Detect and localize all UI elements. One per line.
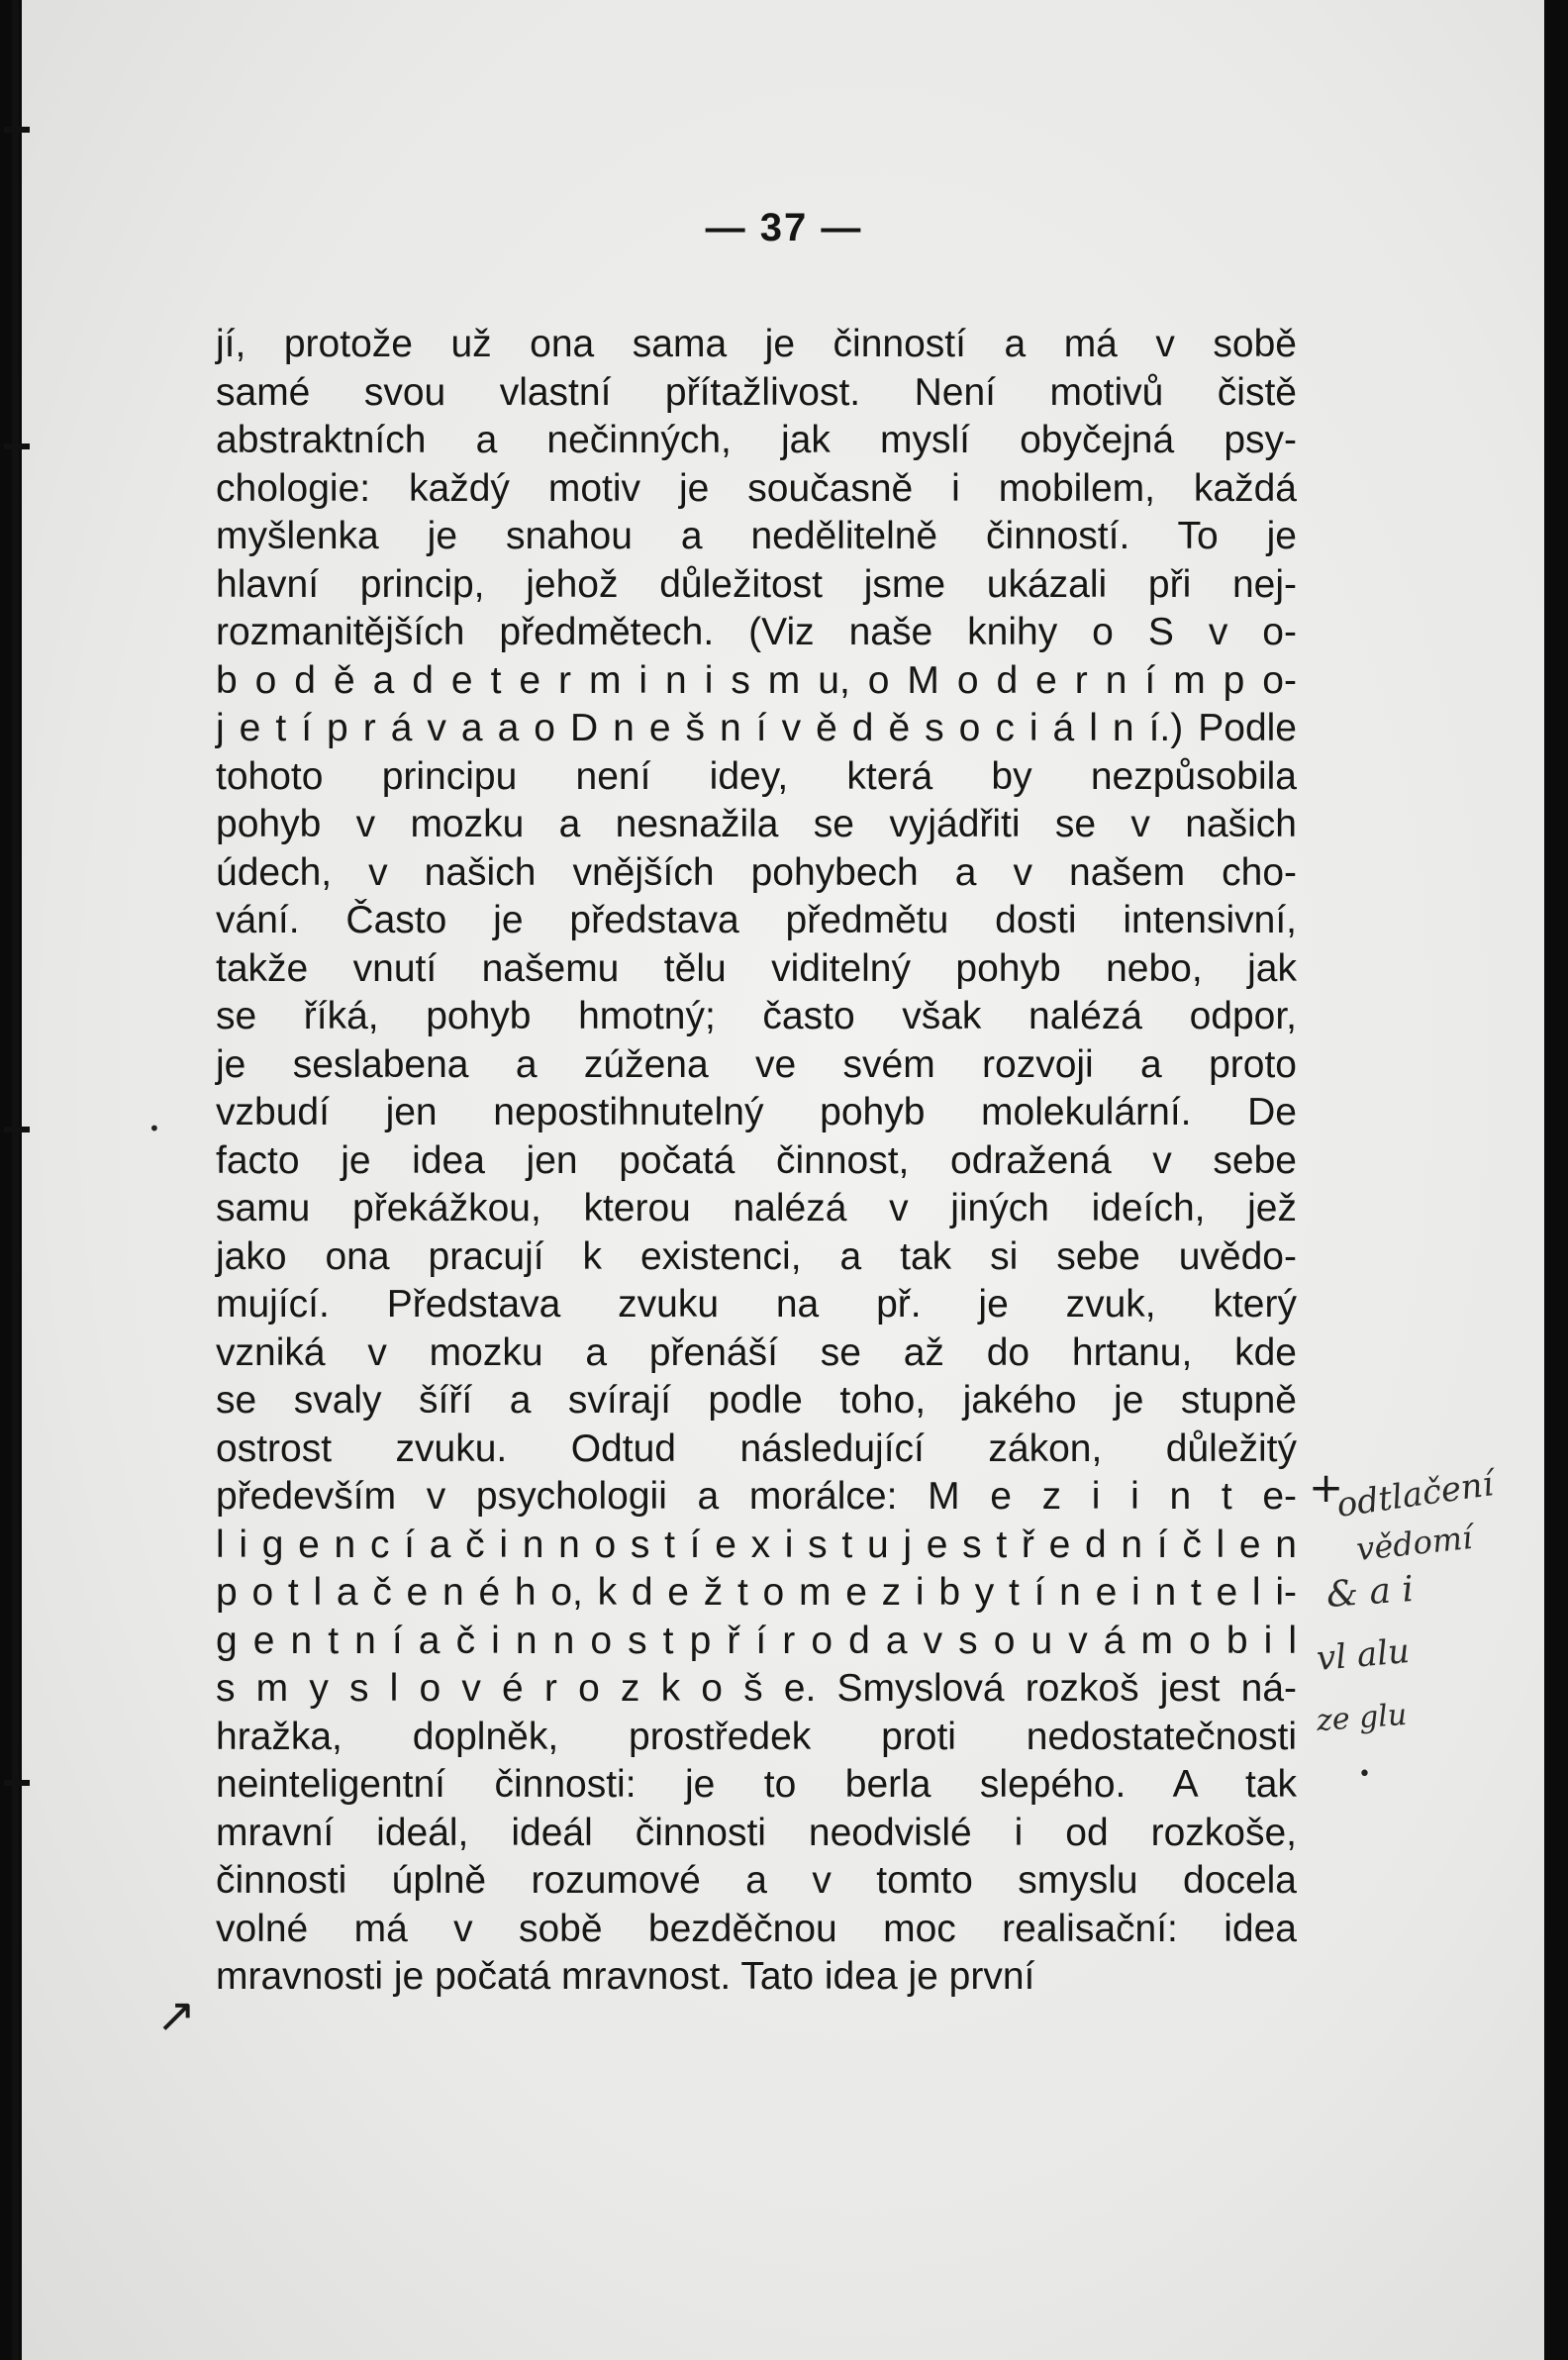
text-line: hlavní princip, jehož důležitost jsme ukázali při nej- [216, 562, 1297, 606]
text-line: p o t l a č e n é h o, k d e ž t o m e z i b y t í n e i n t e l i- [216, 1571, 1297, 1614]
text-line: ostrost zvuku. Odtud následující zákon, důležitý [216, 1426, 1297, 1470]
text-line: chologie: každý motiv je současně i mobilem, každá [216, 466, 1297, 510]
binding-tick [4, 127, 30, 133]
text-line: činnosti úplně rozumové a v tomto smyslu docela [216, 1859, 1297, 1902]
stray-dot: • [1358, 1762, 1371, 1787]
text-line: pohyb v mozku a nesnažila se vyjádřiti se v našich [216, 803, 1297, 845]
binding-edge [12, 0, 19, 2360]
text-line: samu překážkou, kterou nalézá v jiných ideích, jež [216, 1187, 1297, 1229]
stray-dot: • [148, 1117, 160, 1140]
text-line: volné má v sobě bezděčnou moc realisační: idea [216, 1907, 1297, 1950]
margin-note: ze glu [1315, 1697, 1409, 1739]
margin-arrow-mark: ↗ [156, 1988, 197, 2043]
text-line: se říká, pohyb hmotný; často však nalézá odpor, [216, 995, 1297, 1037]
text-line: mující. Představa zvuku na př. je zvuk, který [216, 1283, 1297, 1326]
text-line: b o d ě a d e t e r m i n i s m u, o M o d e r n í m p o- [216, 658, 1297, 702]
text-line: jako ona pracují k existenci, a tak si sebe uvědo- [216, 1234, 1297, 1278]
binding-tick [4, 1127, 30, 1132]
text-line: samé svou vlastní přítažlivost. Není motivů čistě [216, 370, 1297, 414]
margin-note: & a i [1324, 1568, 1416, 1617]
text-line: především v psychologii a morálce: M e z i i n t e- [216, 1475, 1297, 1518]
text-line: abstraktních a nečinných, jak myslí obyčejná psy- [216, 419, 1297, 461]
text-line: myšlenka je snahou a nedělitelně činností. To je [216, 515, 1297, 557]
text-line: vání. Často je představa předmětu dosti intensivní, [216, 899, 1297, 941]
text-line: s m y s l o v é r o z k o š e. Smyslová rozkoš jest ná- [216, 1667, 1297, 1710]
text-line: g e n t n í a č i n n o s t p ř í r o d a v s o u v á m o b i l [216, 1619, 1297, 1662]
text-line: údech, v našich vnějších pohybech a v našem cho- [216, 850, 1297, 894]
margin-note: vědomí [1354, 1518, 1475, 1569]
text-line: facto je idea jen počatá činnost, odražená v sebe [216, 1138, 1297, 1182]
text-line: vzbudí jen nepostihnutelný pohyb molekulární. De [216, 1091, 1297, 1133]
text-line: rozmanitějších předmětech. (Viz naše knihy o S v o- [216, 611, 1297, 653]
text-line: vzniká v mozku a přenáší se až do hrtanu, kde [216, 1330, 1297, 1374]
body-text [216, 321, 1297, 2002]
text-line: neinteligentní činnosti: je to berla slepého. A tak [216, 1763, 1297, 1806]
text-line: l i g e n c í a č i n n o s t í e x i s t u j e s t ř e d n í č l e n [216, 1523, 1297, 1566]
text-line: tohoto principu není idey, která by nezpůsobila [216, 754, 1297, 798]
text-line: mravnosti je počatá mravnost. Tato idea je první [216, 1955, 1035, 1998]
text-line: je seslabena a zúžena ve svém rozvoji a proto [216, 1042, 1297, 1086]
page-number: — 37 — [705, 206, 863, 249]
text-line: j e t í p r á v a a o D n e š n í v ě d ě s o c i á l n í.) Podle [216, 707, 1297, 749]
binding-tick [4, 1780, 30, 1786]
binding-tick [4, 443, 30, 449]
text-line: se svaly šíří a svírají podle toho, jakého je stupně [216, 1379, 1297, 1422]
text-line: takže vnutí našemu tělu viditelný pohyb nebo, jak [216, 946, 1297, 990]
text-line: jí, protože už ona sama je činností a má v sobě [216, 323, 1297, 365]
margin-plus-mark: + [1309, 1463, 1344, 1512]
text-line: hražka, doplněk, prostředek proti nedostatečnosti [216, 1715, 1297, 1758]
margin-note: vl alu [1315, 1630, 1412, 1680]
margin-note: odtlačení [1333, 1464, 1496, 1525]
text-line: mravní ideál, ideál činnosti neodvislé i od rozkoše, [216, 1811, 1297, 1854]
